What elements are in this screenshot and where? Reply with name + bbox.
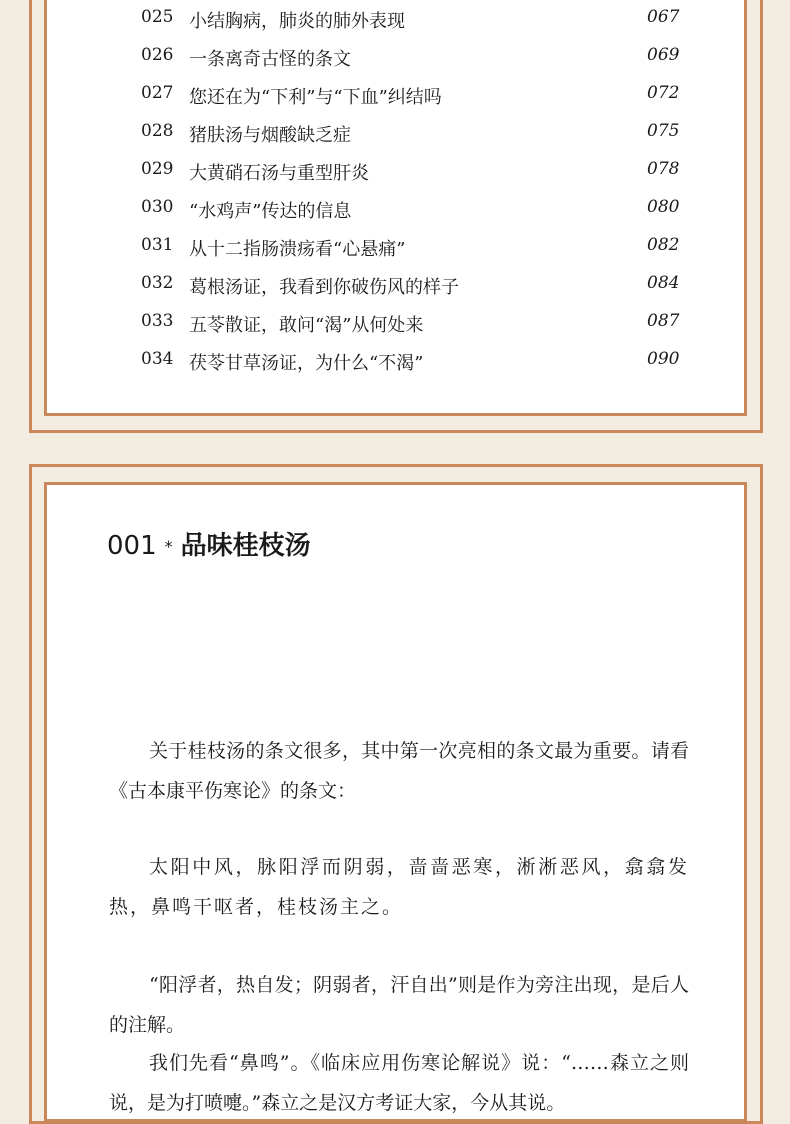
- toc-entry-title: 葛根汤证，我看到你破伤风的样子: [189, 277, 459, 298]
- toc-entry[interactable]: [47, 311, 750, 349]
- toc-entry[interactable]: [47, 7, 750, 45]
- toc-entry-number: 033: [141, 311, 174, 331]
- toc-entry-page: 080: [647, 197, 680, 217]
- toc-entry-page: 082: [647, 235, 680, 255]
- toc-entry-number: 030: [141, 197, 174, 217]
- toc-entry-number: 031: [141, 235, 174, 255]
- separator-star-icon: *: [164, 537, 173, 556]
- toc-entry-page: 069: [647, 45, 680, 65]
- toc-entry[interactable]: [47, 45, 750, 83]
- chapter-number: 001: [107, 531, 157, 561]
- toc-entry-number: 029: [141, 159, 174, 179]
- toc-entry-page: 075: [647, 121, 680, 141]
- toc-entry-number: 026: [141, 45, 174, 65]
- toc-entry-page: 090: [647, 349, 680, 369]
- toc-entry-page: 078: [647, 159, 680, 179]
- toc-entry[interactable]: [47, 349, 750, 387]
- toc-entry-page: 087: [647, 311, 680, 331]
- toc-entry[interactable]: [47, 273, 750, 311]
- toc-entry-title: 五苓散证，敢问“渴”从何处来: [189, 315, 424, 336]
- toc-entry-title: 猪肤汤与烟酸缺乏症: [189, 125, 351, 146]
- toc-entry-number: 027: [141, 83, 174, 103]
- toc-entry-title: “水鸡声”传达的信息: [189, 201, 352, 222]
- toc-entry-number: 032: [141, 273, 174, 293]
- classic-quote: 太阳中风，脉阳浮而阴弱，啬啬恶寒，淅淅恶风，翕翕发热，鼻鸣干呕者，桂枝汤主之。: [109, 856, 689, 918]
- toc-entry-title: 从十二指肠溃疡看“心悬痛”: [189, 239, 406, 260]
- toc-entry-title: 茯苓甘草汤证，为什么“不渴”: [189, 353, 424, 374]
- toc-page: [44, 0, 747, 416]
- toc-entry-page: 067: [647, 7, 680, 27]
- toc-entry[interactable]: [47, 159, 750, 197]
- toc-entry-number: 034: [141, 349, 174, 369]
- toc-entry-title: 您还在为“下利”与“下血”纠结吗: [189, 87, 442, 108]
- toc-entry-title: 大黄硝石汤与重型肝炎: [189, 163, 369, 184]
- toc-entry-number: 025: [141, 7, 174, 27]
- toc-entry[interactable]: [47, 235, 750, 273]
- paragraph-intro: 关于桂枝汤的条文很多，其中第一次亮相的条文最为重要。请看《古本康平伤寒论》的条文：: [109, 740, 689, 802]
- toc-entry[interactable]: [47, 121, 750, 159]
- toc-entry-number: 028: [141, 121, 174, 141]
- chapter-heading: [107, 525, 311, 562]
- toc-entry[interactable]: [47, 197, 750, 235]
- toc-entry-title: 一条离奇古怪的条文: [189, 49, 351, 70]
- toc-entry-page: 072: [647, 83, 680, 103]
- paragraph-annotation: “阳浮者，热自发；阴弱者，汗自出”则是作为旁注出现，是后人的注解。: [109, 974, 689, 1036]
- chapter-title: 品味桂枝汤: [180, 531, 311, 561]
- article-page: [44, 482, 747, 1122]
- paragraph-bimin: 我们先看“鼻鸣”。《临床应用伤寒论解说》说：“……森立之则说，是为打喷嚏。”森立之是汉方考证大家，今从其说。: [109, 1052, 689, 1114]
- toc-entry-title: 小结胸病，肺炎的肺外表现: [189, 11, 405, 32]
- toc-entry-page: 084: [647, 273, 680, 293]
- toc-entry[interactable]: [47, 83, 750, 121]
